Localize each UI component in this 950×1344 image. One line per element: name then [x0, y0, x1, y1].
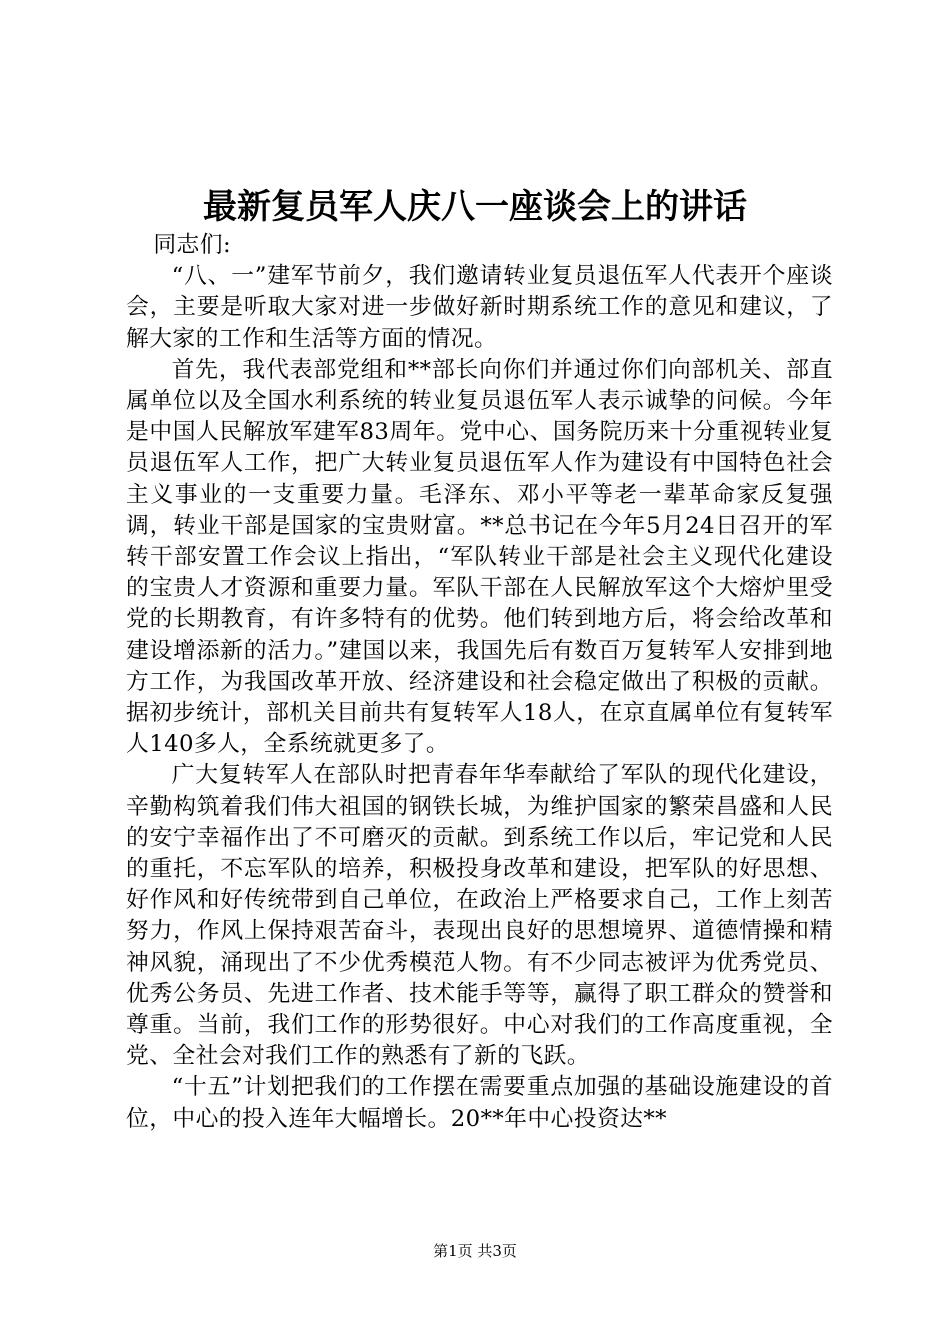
- salutation: 同志们:: [153, 232, 232, 258]
- document-title: 最新复员军人庆八一座谈会上的讲话: [203, 187, 747, 227]
- document-body: [126, 230, 833, 1135]
- paragraph-1: “八、一”建军节前夕，我们邀请转业复员退伍军人代表开个座谈会，主要是听取大家对进一步做好新时期系统工作的意见和建议，了解大家的工作和生活等方面的情况。: [126, 263, 833, 352]
- paragraph-3: 广大复转军人在部队时把青春年华奉献给了军队的现代化建设，辛勤构筑着我们伟大祖国的钢铁长城，为维护国家的繁荣昌盛和人民的安宁幸福作出了不可磨灭的贡献。到系统工作以后，牢记党和人民的重托，不忘军队的培养，积极投身改革和建设，把军队的好思想、好作风和好传统带到自己单位，在政治上严格要求自己，工作上刻苦努力，作风上保持艰苦奋斗，表现出良好的思想境界、道德情操和精神风貌，涌现出了不少优秀模范人物。有不少同志被评为优秀党员、优秀公务员、先进工作者、技术能手等等，赢得了职工群众的赞誉和尊重。当前，我们工作的形势很好。中心对我们的工作高度重视，全党、全社会对我们工作的熟悉有了新的飞跃。: [126, 762, 833, 1070]
- page-number-footer: 第1页 共3页: [433, 1242, 517, 1260]
- paragraph-4: “十五”计划把我们的工作摆在需要重点加强的基础设施建设的首位，中心的投入连年大幅增长。20**年中心投资达**: [126, 1074, 833, 1132]
- paragraph-2: 首先，我代表部党组和**部长向你们并通过你们向部机关、部直属单位以及全国水利系统的转业复员退伍军人表示诚挚的问候。今年是中国人民解放军建军83周年。党中心、国务院历来十分重视转业复员退伍军人工作，把广大转业复员退伍军人作为建设有中国特色社会主义事业的一支重要力量。毛泽东、邓小平等老一辈革命家反复强调，转业干部是国家的宝贵财富。**总书记在今年5月24日召开的军转干部安置工作会议上指出，“军队转业干部是社会主义现代化建设的宝贵人才资源和重要力量。军队干部在人民解放军这个大熔炉里受党的长期教育，有许多特有的优势。他们转到地方后，将会给改革和建设增添新的活力。”建国以来，我国先后有数百万复转军人安排到地方工作，为我国改革开放、经济建设和社会稳定做出了积极的贡献。据初步统计，部机关目前共有复转军人18人，在京直属单位有复转军人140多人，全系统就更多了。: [126, 356, 833, 758]
